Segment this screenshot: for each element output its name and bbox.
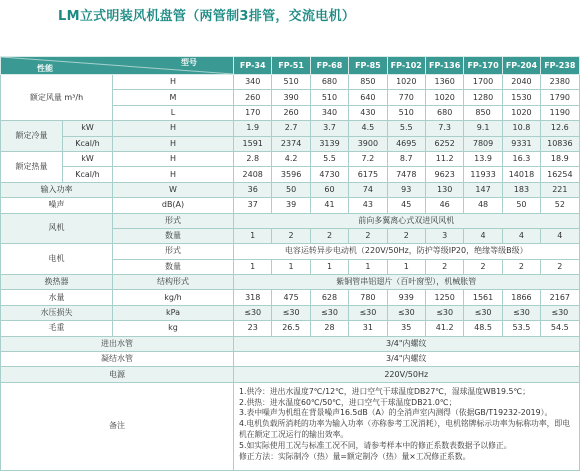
spec-value-cell: 340 xyxy=(310,105,348,120)
spec-value-cell: 1190 xyxy=(541,105,579,120)
spec-value-cell: 2 xyxy=(387,228,425,243)
spec-value-cell: 37 xyxy=(234,198,272,213)
spec-value-cell: 680 xyxy=(425,105,463,120)
spec-value-cell: 221 xyxy=(541,182,579,197)
spec-value-cell: 2 xyxy=(310,228,348,243)
spec-value-cell: 48 xyxy=(464,198,502,213)
spec-value-cell: 41.2 xyxy=(425,321,463,336)
spec-value-cell: 50 xyxy=(502,198,540,213)
spec-value-cell: 1020 xyxy=(387,75,425,90)
header-diagonal-line xyxy=(1,57,233,74)
condition-label: dB(A) xyxy=(113,198,234,213)
spec-value-cell: 1790 xyxy=(541,90,579,105)
spec-value-cell: 9331 xyxy=(502,136,540,151)
spec-value-cell: 41 xyxy=(310,198,348,213)
condition-label: L xyxy=(113,105,234,120)
spec-value-cell: 5.5 xyxy=(387,121,425,136)
spec-value-cell: 850 xyxy=(349,75,387,90)
spec-value-cell: 2 xyxy=(464,259,502,274)
spec-value-cell: 1250 xyxy=(425,290,463,305)
spec-value-cell: 130 xyxy=(425,182,463,197)
spec-value-cell: 3.7 xyxy=(310,121,348,136)
spec-value-cell: 1 xyxy=(349,259,387,274)
note-line: 2.供热：进水温度60℃/50℃，进口空气干球温度DB21.0℃； xyxy=(239,397,457,407)
group-label: 输入功率 xyxy=(1,182,113,197)
condition-label: 形式 xyxy=(113,244,234,259)
model-header-fp-204: FP-204 xyxy=(502,57,540,75)
model-header-fp-102: FP-102 xyxy=(387,57,425,75)
spec-value-cell: 11.2 xyxy=(425,151,463,166)
spec-value-cell: 3596 xyxy=(272,167,310,182)
spec-value-cell: 60 xyxy=(310,182,348,197)
spec-value-cell: 8.7 xyxy=(387,151,425,166)
table-header-row xyxy=(1,57,580,75)
condition-label: kg/h xyxy=(113,290,234,305)
spec-row xyxy=(1,244,580,259)
notes-cell xyxy=(234,382,580,470)
condition-label: H xyxy=(113,121,234,136)
note-line: 修正方法：实际制冷（热）量=额定制冷（热）量×工况修正系数。 xyxy=(239,451,471,461)
spec-value-cell: 6252 xyxy=(425,136,463,151)
spec-value-cell: 475 xyxy=(272,290,310,305)
spec-value-cell: 28 xyxy=(310,321,348,336)
spec-value-cell: 43 xyxy=(349,198,387,213)
model-header-fp-34: FP-34 xyxy=(234,57,272,75)
spec-value-cell: 1 xyxy=(234,228,272,243)
spec-value-cell: 18.9 xyxy=(541,151,579,166)
header-corner-cell xyxy=(1,57,234,75)
spec-value-cell: 1 xyxy=(387,259,425,274)
condition-label: kPa xyxy=(113,305,234,320)
spec-value-cell: 45 xyxy=(387,198,425,213)
spec-value-cell: ≤30 xyxy=(349,305,387,320)
model-header-fp-51: FP-51 xyxy=(272,57,310,75)
spec-value-cell: 46 xyxy=(425,198,463,213)
spec-value-cell: 54.5 xyxy=(541,321,579,336)
model-header-fp-85: FP-85 xyxy=(349,57,387,75)
spec-value-cell: 1360 xyxy=(425,75,463,90)
group-label: 额定冷量 xyxy=(1,121,63,152)
spec-span-value: 前向多翼离心式双进风风机 xyxy=(234,213,580,228)
spec-value-cell: ≤30 xyxy=(272,305,310,320)
group-label: 进出水管 xyxy=(1,336,234,351)
condition-label: 结构形式 xyxy=(113,275,234,290)
spec-value-cell: 850 xyxy=(464,105,502,120)
spec-span-value: 220V/50Hz xyxy=(234,367,580,382)
note-line: 1.供冷：进出水温度7℃/12℃，进口空气干球温度DB27℃，湿球温度WB19.5℃； xyxy=(239,386,531,396)
model-header-fp-68: FP-68 xyxy=(310,57,348,75)
spec-value-cell: 2 xyxy=(272,228,310,243)
spec-value-cell: 4695 xyxy=(387,136,425,151)
group-label: 额定风量 m³/h xyxy=(1,75,113,121)
spec-row xyxy=(1,198,580,213)
spec-value-cell: ≤30 xyxy=(234,305,272,320)
spec-value-cell: 2408 xyxy=(234,167,272,182)
spec-value-cell: 1700 xyxy=(464,75,502,90)
model-header-fp-238: FP-238 xyxy=(541,57,579,75)
spec-row xyxy=(1,275,580,290)
spec-value-cell: 1020 xyxy=(502,105,540,120)
spec-value-cell: 260 xyxy=(272,105,310,120)
spec-value-cell: 7809 xyxy=(464,136,502,151)
group-label: 电机 xyxy=(1,244,113,275)
spec-value-cell: 2040 xyxy=(502,75,540,90)
spec-value-cell: 2.8 xyxy=(234,151,272,166)
spec-row xyxy=(1,367,580,382)
unit-label: kW xyxy=(63,121,113,136)
spec-value-cell: 1 xyxy=(272,259,310,274)
spec-value-cell: 5.5 xyxy=(310,151,348,166)
spec-value-cell: 52 xyxy=(541,198,579,213)
spec-value-cell: 2167 xyxy=(541,290,579,305)
group-label: 水量 xyxy=(1,290,113,305)
spec-value-cell: 1.9 xyxy=(234,121,272,136)
spec-value-cell: ≤30 xyxy=(464,305,502,320)
model-header-fp-136: FP-136 xyxy=(425,57,463,75)
spec-value-cell: 11933 xyxy=(464,167,502,182)
spec-value-cell: 23 xyxy=(234,321,272,336)
spec-value-cell: 93 xyxy=(387,182,425,197)
spec-value-cell: 4 xyxy=(541,228,579,243)
spec-value-cell: 2 xyxy=(425,259,463,274)
group-label: 额定热量 xyxy=(1,151,63,182)
spec-value-cell: 2 xyxy=(349,228,387,243)
condition-label: H xyxy=(113,75,234,90)
spec-value-cell: 1591 xyxy=(234,136,272,151)
spec-value-cell: 1020 xyxy=(425,90,463,105)
spec-value-cell: 48.5 xyxy=(464,321,502,336)
spec-value-cell: 16254 xyxy=(541,167,579,182)
unit-label: Kcal/h xyxy=(63,136,113,151)
spec-value-cell: ≤30 xyxy=(541,305,579,320)
spec-value-cell: 14018 xyxy=(502,167,540,182)
spec-value-cell: ≤30 xyxy=(502,305,540,320)
spec-span-value: 3/4"内螺纹 xyxy=(234,352,580,367)
spec-value-cell: 10.8 xyxy=(502,121,540,136)
spec-value-cell: 1866 xyxy=(502,290,540,305)
spec-value-cell: 50 xyxy=(272,182,310,197)
spec-row xyxy=(1,352,580,367)
spec-value-cell: 4.2 xyxy=(272,151,310,166)
condition-label: H xyxy=(113,167,234,182)
page-title: LM立式明装风机盘管（两管制3排管，交流电机） xyxy=(58,9,356,24)
spec-value-cell: 390 xyxy=(272,90,310,105)
spec-value-cell: 36 xyxy=(234,182,272,197)
spec-row xyxy=(1,305,580,320)
condition-label: 数量 xyxy=(113,259,234,274)
spec-value-cell: 1530 xyxy=(502,90,540,105)
spec-value-cell: 13.9 xyxy=(464,151,502,166)
model-header-fp-170: FP-170 xyxy=(464,57,502,75)
spec-value-cell: ≤30 xyxy=(310,305,348,320)
spec-value-cell: 26.5 xyxy=(272,321,310,336)
spec-value-cell: 260 xyxy=(234,90,272,105)
spec-value-cell: 12.6 xyxy=(541,121,579,136)
spec-span-value: 紫铜管串铝翅片（百叶窗型），机械胀管 xyxy=(234,275,580,290)
spec-value-cell: 2 xyxy=(502,259,540,274)
spec-value-cell: 1561 xyxy=(464,290,502,305)
spec-value-cell: 9.1 xyxy=(464,121,502,136)
spec-value-cell: 4730 xyxy=(310,167,348,182)
spec-value-cell: 1 xyxy=(234,259,272,274)
spec-value-cell: 16.3 xyxy=(502,151,540,166)
spec-value-cell: 147 xyxy=(464,182,502,197)
spec-span-value: 电容运转异步电动机（220V/50Hz，防护等级IP20，绝缘等级B级） xyxy=(234,244,580,259)
spec-value-cell: 53.5 xyxy=(502,321,540,336)
spec-row xyxy=(1,213,580,228)
condition-label: kg xyxy=(113,321,234,336)
performance-header-label: 性能 xyxy=(37,64,53,73)
spec-value-cell: 4 xyxy=(502,228,540,243)
condition-label: 形式 xyxy=(113,213,234,228)
spec-value-cell: 7478 xyxy=(387,167,425,182)
spec-value-cell: ≤30 xyxy=(425,305,463,320)
spec-value-cell: 7.3 xyxy=(425,121,463,136)
spec-value-cell: 340 xyxy=(234,75,272,90)
spec-row xyxy=(1,136,580,151)
spec-value-cell: 2.7 xyxy=(272,121,310,136)
spec-value-cell: 7.2 xyxy=(349,151,387,166)
spec-row xyxy=(1,167,580,182)
spec-value-cell: 1 xyxy=(310,259,348,274)
group-label: 电源 xyxy=(1,367,234,382)
spec-span-value: 3/4"内螺纹 xyxy=(234,336,580,351)
spec-value-cell: 2380 xyxy=(541,75,579,90)
spec-value-cell: 510 xyxy=(310,90,348,105)
condition-label: H xyxy=(113,136,234,151)
group-label: 水压损失 xyxy=(1,305,113,320)
spec-row xyxy=(1,290,580,305)
spec-value-cell: 4.5 xyxy=(349,121,387,136)
note-line: 3.表中噪声为机组在背景噪声16.5dB（A）的全消声室内测得（依据GB/T19232-2019）。 xyxy=(239,408,553,418)
spec-value-cell: 4 xyxy=(464,228,502,243)
group-label: 噪声 xyxy=(1,198,113,213)
spec-value-cell: 74 xyxy=(349,182,387,197)
spec-value-cell: 430 xyxy=(349,105,387,120)
spec-value-cell: ≤30 xyxy=(387,305,425,320)
spec-value-cell: 39 xyxy=(272,198,310,213)
spec-row xyxy=(1,121,580,136)
spec-row xyxy=(1,336,580,351)
condition-label: 数量 xyxy=(113,228,234,243)
spec-value-cell: 31 xyxy=(349,321,387,336)
spec-value-cell: 510 xyxy=(272,75,310,90)
spec-value-cell: 510 xyxy=(387,105,425,120)
notes-label: 备注 xyxy=(1,382,234,470)
spec-value-cell: 1280 xyxy=(464,90,502,105)
spec-row xyxy=(1,182,580,197)
spec-value-cell: 628 xyxy=(310,290,348,305)
spec-value-cell: 9623 xyxy=(425,167,463,182)
condition-label: W xyxy=(113,182,234,197)
spec-row xyxy=(1,75,580,90)
spec-value-cell: 939 xyxy=(387,290,425,305)
spec-value-cell: 170 xyxy=(234,105,272,120)
group-label: 毛重 xyxy=(1,321,113,336)
spec-value-cell: 318 xyxy=(234,290,272,305)
spec-value-cell: 6175 xyxy=(349,167,387,182)
group-label: 风机 xyxy=(1,213,113,244)
spec-row xyxy=(1,151,580,166)
spec-value-cell: 640 xyxy=(349,90,387,105)
spec-value-cell: 780 xyxy=(349,290,387,305)
spec-value-cell: 770 xyxy=(387,90,425,105)
spec-value-cell: 10836 xyxy=(541,136,579,151)
spec-table xyxy=(0,56,580,471)
spec-value-cell: 183 xyxy=(502,182,540,197)
unit-label: kW xyxy=(63,151,113,166)
group-label: 换热器 xyxy=(1,275,113,290)
model-header-label: 型号 xyxy=(181,58,198,67)
spec-value-cell: 2 xyxy=(541,259,579,274)
note-line: 4.电机负载所消耗的功率为输入功率（亦称参考工况消耗），电机铭牌标示功率为标称功率，即电机在额定工况运行的输出效率。 xyxy=(239,419,571,439)
spec-row xyxy=(1,321,580,336)
spec-value-cell: 3900 xyxy=(349,136,387,151)
spec-value-cell: 2374 xyxy=(272,136,310,151)
spec-table-body xyxy=(1,75,580,471)
note-line: 5.如实际使用工况与标准工况不同，请参考样本中的修正系数表数据予以修正。 xyxy=(239,440,512,450)
spec-value-cell: 3 xyxy=(425,228,463,243)
group-label: 凝结水管 xyxy=(1,352,234,367)
spec-value-cell: 3139 xyxy=(310,136,348,151)
unit-label: Kcal/h xyxy=(63,167,113,182)
condition-label: M xyxy=(113,90,234,105)
condition-label: H xyxy=(113,151,234,166)
spec-value-cell: 680 xyxy=(310,75,348,90)
notes-row xyxy=(1,382,580,470)
spec-value-cell: 35 xyxy=(387,321,425,336)
